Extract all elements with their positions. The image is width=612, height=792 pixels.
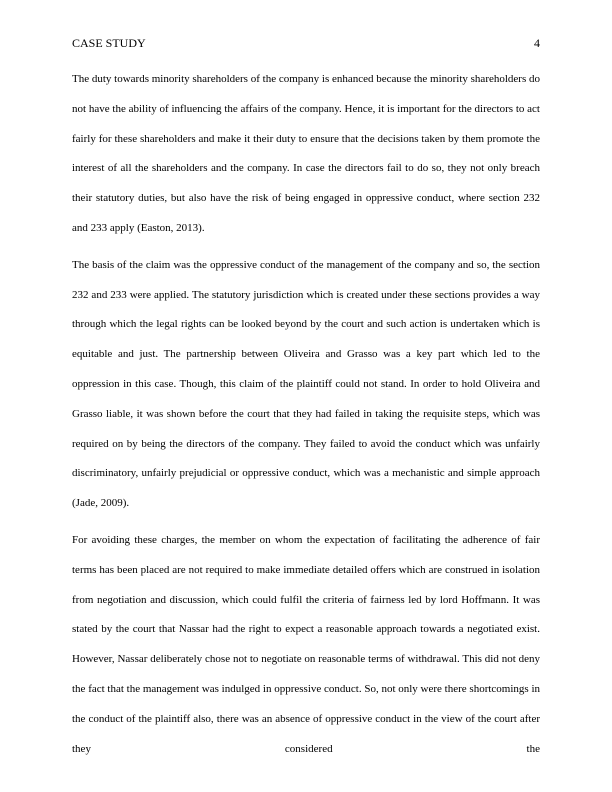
header-title: CASE STUDY: [72, 36, 146, 50]
body-text: [72, 65, 540, 771]
paragraph-1: The duty towards minority shareholders of the company is enhanced because the minority shareholders do not have the ability of influencing the affairs of the company. Hence, it is important for the directors to act fairly for these shareholders and make it their duty to ensure that the decisions taken by them promote the interest of all the shareholders and the company. In case the directors fail to do so, they not only breach their statutory duties, but also have the risk of being engaged in oppressive conduct, where section 232 and 233 apply (Easton, 2013).: [72, 73, 540, 234]
page-number: 4: [534, 36, 540, 50]
running-header: [72, 35, 540, 51]
paragraph-3: For avoiding these charges, the member on whom the expectation of facilitating the adherence of fair terms has been placed are not required to make immediate detailed offers which are construed in isolation from negotiation and discussion, which could fulfil the criteria of fairness led by lord Hoffmann. It was stated by the court that Nassar had the right to expect a reasonable approach towards a negotiated exist. However, Nassar deliberately chose not to negotiate on reasonable terms of withdrawal. This did not deny the fact that the management was indulged in oppressive conduct. So, not only were there shortcomings in the conduct of the plaintiff also, there was an absence of oppressive conduct in the view of the court after they considered the: [72, 533, 540, 755]
paragraph-2: The basis of the claim was the oppressive conduct of the management of the company and so, the section 232 and 233 were applied. The statutory jurisdiction which is created under these sections provides a way through which the legal rights can be looked beyond by the court and such action is undertaken which is equitable and just. The partnership between Oliveira and Grasso was a key part which led to the oppression in this case. Though, this claim of the plaintiff could not stand. In order to hold Oliveira and Grasso liable, it was shown before the court that they had failed in taking the requisite steps, which was required on by being the directors of the company. They failed to avoid the conduct which was unfairly discriminatory, unfairly prejudicial or oppressive conduct, which was a mechanistic and simple approach (Jade, 2009).: [72, 258, 540, 510]
